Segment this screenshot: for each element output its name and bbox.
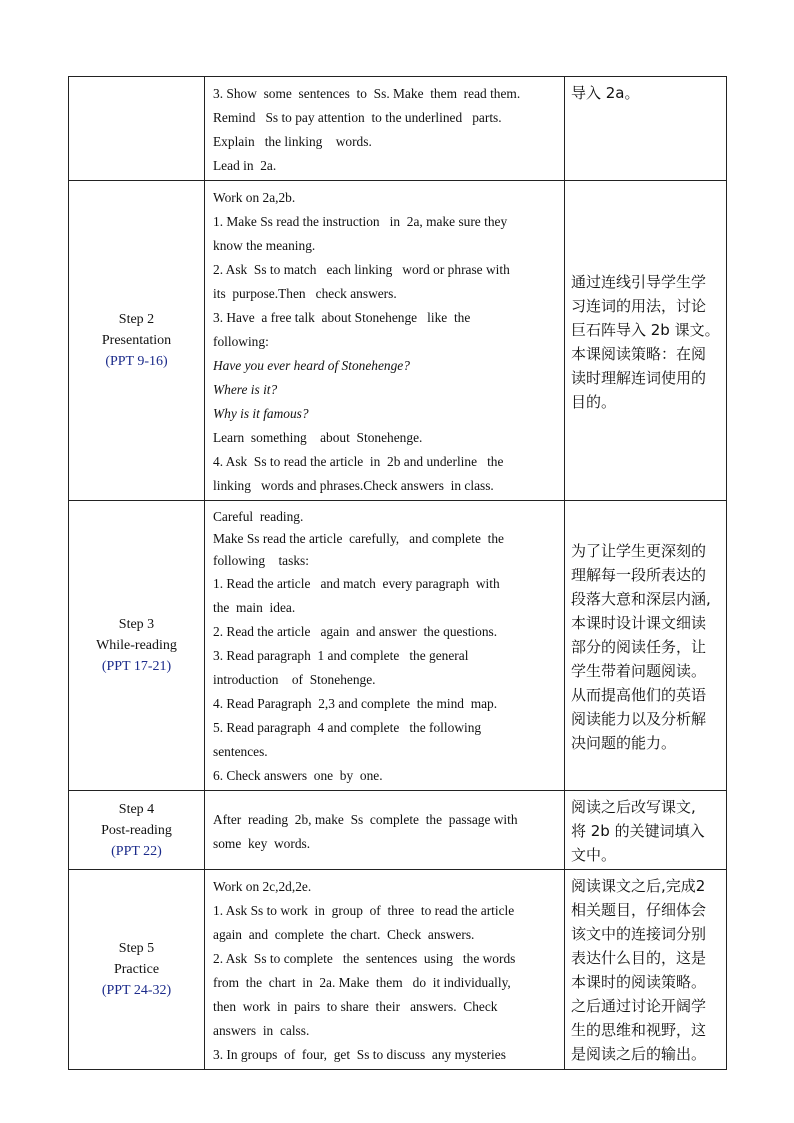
procedure-line: Lead in 2a.: [213, 158, 277, 173]
procedure-cell: [205, 791, 565, 870]
procedure-line: Remind Ss to pay attention to the underlined parts.: [213, 110, 502, 125]
procedure-line: 3. Read paragraph 1 and complete the general: [213, 648, 469, 663]
table-row: [69, 181, 727, 501]
procedure-line: 4. Ask Ss to read the article in 2b and underline the: [213, 454, 504, 469]
step-cell: [69, 791, 205, 870]
note-line: 本课时设计课文细读: [571, 613, 707, 632]
procedure-line: 1. Make Ss read the instruction in 2a, make sure they: [213, 214, 508, 229]
note-line: 本课阅读策略：在阅: [571, 344, 707, 363]
step-cell: [69, 77, 205, 181]
note-line: 决问题的能力。: [571, 733, 677, 752]
note-line: 表达什么目的，这是: [571, 949, 707, 967]
procedure-line: linking words and phrases.Check answers in class.: [213, 478, 494, 493]
procedure-line: the main idea.: [213, 600, 296, 615]
procedure-line: 1. Ask Ss to work in group of three to read the article: [213, 903, 515, 918]
lesson-plan-table: [68, 76, 727, 1070]
procedure-line: 5. Read paragraph 4 and complete the following: [213, 720, 482, 735]
procedure-line: 2. Ask Ss to complete the sentences using the words: [213, 951, 516, 966]
procedure-line: 2. Read the article again and answer the questions.: [213, 624, 498, 639]
procedure-cell: [205, 181, 565, 501]
note-line: 文中。: [571, 846, 617, 864]
procedure-cell: [205, 501, 565, 791]
procedure-line: 3. Show some sentences to Ss. Make them read them.: [213, 86, 521, 101]
procedure-line: from the chart in 2a. Make them do it individually,: [213, 975, 511, 990]
procedure-line: then work in pairs to share their answers. Check: [213, 999, 498, 1014]
procedure-line: following:: [213, 334, 269, 349]
step-name: Presentation: [101, 333, 172, 348]
note-line: 生的思维和视野，这: [571, 1021, 707, 1039]
note-line: 之后通过讨论开阔学: [571, 997, 707, 1015]
table-row: [69, 870, 727, 1070]
note-line: 该文中的连接词分别: [571, 925, 707, 943]
note-line: 巨石阵导入 2b 课文。: [571, 320, 720, 339]
procedure-cell: [205, 870, 565, 1070]
note-line: 从而提高他们的英语: [571, 685, 707, 704]
note-cell: [565, 181, 727, 501]
procedure-line: sentences.: [213, 744, 268, 759]
note-cell: [565, 870, 727, 1070]
note-line: 本课时的阅读策略。: [571, 973, 707, 991]
note-cell: [565, 77, 727, 181]
note-line: 阅读能力以及分析解: [571, 709, 707, 728]
step-number: Step 3: [118, 617, 155, 632]
step-cell: [69, 501, 205, 791]
procedure-line: 3. In groups of four, get Ss to discuss any mysteries: [213, 1047, 506, 1062]
question-line: Why is it famous?: [213, 406, 309, 421]
procedure-line: Careful reading.: [213, 509, 304, 524]
note-line: 目的。: [571, 392, 617, 411]
note-line: 导入 2a。: [571, 84, 640, 102]
step-ppt: (PPT 24-32): [101, 983, 172, 998]
procedure-line: Learn something about Stonehenge.: [213, 430, 423, 445]
procedure-line: its purpose.Then check answers.: [213, 286, 397, 301]
procedure-line: 1. Read the article and match every paragraph with: [213, 576, 500, 591]
note-line: 段落大意和深层内涵,: [571, 589, 711, 608]
step-ppt: (PPT 17-21): [101, 659, 172, 674]
step-name: Practice: [113, 962, 160, 977]
table-row: [69, 501, 727, 791]
table-row: [69, 77, 727, 181]
note-line: 学生带着问题阅读。: [571, 661, 707, 680]
question-line: Have you ever heard of Stonehenge?: [213, 358, 410, 373]
procedure-line: Work on 2a,2b.: [213, 190, 296, 205]
note-line: 是阅读之后的输出。: [571, 1045, 707, 1063]
step-name: While-reading: [96, 638, 177, 653]
step-cell: [69, 181, 205, 501]
procedure-line: After reading 2b, make Ss complete the passage with: [213, 811, 518, 827]
procedure-line: Work on 2c,2d,2e.: [213, 879, 312, 894]
step-ppt: (PPT 22): [111, 843, 162, 859]
question-line: Where is it?: [213, 382, 278, 397]
procedure-line: 6. Check answers one by one.: [213, 768, 383, 783]
note-cell: [565, 791, 727, 870]
procedure-line: Make Ss read the article carefully, and complete the: [213, 531, 504, 546]
note-line: 通过连线引导学生学: [571, 272, 707, 291]
procedure-line: again and complete the chart. Check answers.: [213, 927, 475, 942]
note-line: 习连词的用法，讨论: [571, 296, 707, 315]
step-number: Step 5: [118, 941, 155, 956]
step-number: Step 4: [118, 801, 155, 817]
step-number: Step 2: [118, 312, 155, 327]
note-line: 阅读之后改写课文,: [571, 798, 696, 816]
note-line: 相关题目，仔细体会: [571, 901, 707, 919]
step-ppt: (PPT 9-16): [105, 354, 168, 369]
procedure-line: some key words.: [213, 835, 311, 851]
step-cell: [69, 870, 205, 1070]
procedure-line: introduction of Stonehenge.: [213, 672, 376, 687]
step-name: Post-reading: [101, 822, 172, 838]
procedure-line: 3. Have a free talk about Stonehenge like the: [213, 310, 471, 325]
note-line: 部分的阅读任务，让: [571, 637, 707, 656]
table-row: [69, 791, 727, 870]
procedure-cell: [205, 77, 565, 181]
procedure-line: following tasks:: [213, 553, 309, 568]
note-line: 将 2b 的关键词填入: [571, 822, 705, 840]
procedure-line: answers in calss.: [213, 1023, 310, 1038]
note-line: 读时理解连词使用的: [571, 368, 707, 387]
note-line: 为了让学生更深刻的: [571, 541, 707, 560]
procedure-line: know the meaning.: [213, 238, 316, 253]
procedure-line: Explain the linking words.: [213, 134, 372, 149]
procedure-line: 2. Ask Ss to match each linking word or phrase with: [213, 262, 510, 277]
note-cell: [565, 501, 727, 791]
note-line: 理解每一段所表达的: [571, 565, 707, 584]
note-line: 阅读课文之后,完成2: [571, 877, 706, 895]
procedure-line: 4. Read Paragraph 2,3 and complete the mind map.: [213, 696, 498, 711]
